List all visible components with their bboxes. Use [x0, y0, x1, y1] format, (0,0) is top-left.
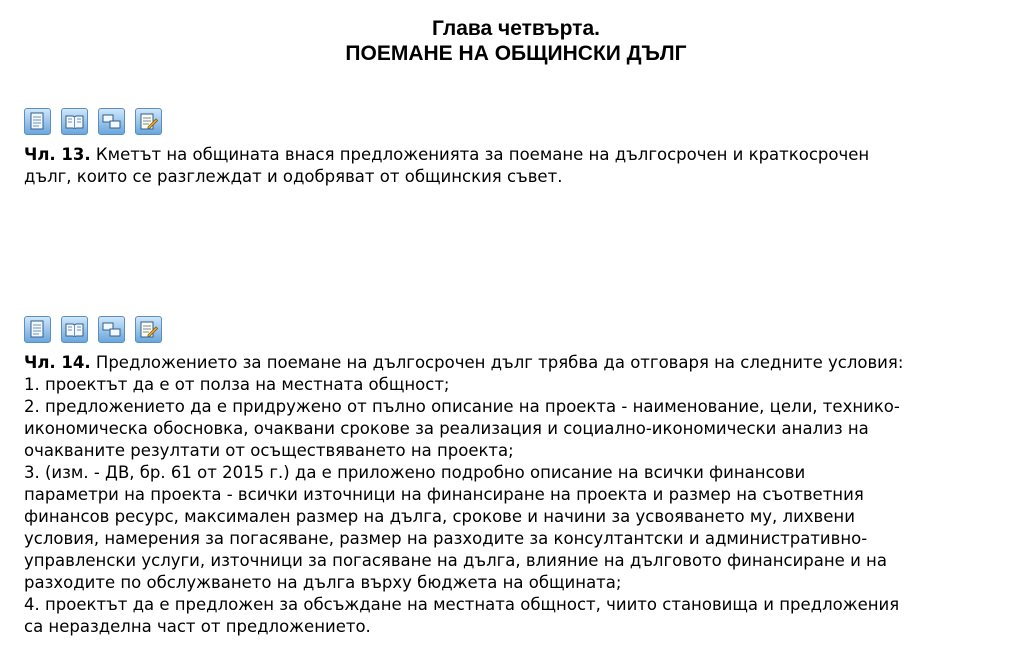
document-icon[interactable]: [24, 108, 51, 135]
article-14-line: финансов ресурс, максимален размер на дълга, срокове и начини за усвояването му, лихвени: [24, 507, 855, 526]
article-14-line: параметри на проекта - всички източници на финансиране на проекта и размер на съответния: [24, 485, 864, 504]
book-icon[interactable]: [61, 108, 88, 135]
book-icon[interactable]: [61, 316, 88, 343]
article-toolbar: [24, 108, 1014, 136]
article-14-line: са неразделна част от предложението.: [24, 617, 371, 636]
chapter-title: Глава четвърта.: [432, 17, 600, 40]
links-icon[interactable]: [98, 316, 125, 343]
document-icon[interactable]: [24, 316, 51, 343]
article-14-line: очакваните резултати от осъществяването на проекта;: [24, 441, 514, 460]
article-14-line: 4. проектът да е предложен за обсъждане на местната общност, чиито становища и предложения: [24, 595, 900, 614]
article-13-line: дълг, които се разглеждат и одобряват от общинския съвет.: [24, 167, 563, 186]
article-13-number: Чл. 13.: [24, 145, 91, 164]
chapter-header: [0, 16, 1032, 66]
article-14: [24, 316, 1014, 638]
chapter-subtitle: ПОЕМАНЕ НА ОБЩИНСКИ ДЪЛГ: [345, 42, 687, 65]
article-toolbar: [24, 316, 1014, 344]
article-14-line: управленски услуги, източници за погасяване на дълга, влияние на дълговото финансиране и на: [24, 551, 887, 570]
article-14-text: [24, 352, 1014, 638]
article-14-line: 2. предложението да е придружено от пълно описание на проекта - наименование, цели, технико-: [24, 397, 900, 416]
article-14-line: 1. проектът да е от полза на местната общност;: [24, 375, 450, 394]
article-14-line: условия, намерения за погасяване, размер на разходите за консултантски и административно-: [24, 529, 868, 548]
links-icon[interactable]: [98, 108, 125, 135]
edit-note-icon[interactable]: [135, 108, 162, 135]
article-13-line: Кметът на общината внася предложенията за поемане на дългосрочен и краткосрочен: [95, 145, 870, 164]
article-14-line: разходите по обслужването на дълга върху бюджета на общината;: [24, 573, 622, 592]
article-14-line: икономическа обосновка, очаквани срокове за реализация и социално-икономически анализ на: [24, 419, 869, 438]
edit-note-icon[interactable]: [135, 316, 162, 343]
article-14-line: 3. (изм. - ДВ, бр. 61 от 2015 г.) да е приложено подробно описание на всички финансови: [24, 463, 806, 482]
article-13-text: [24, 144, 1014, 188]
article-13: [24, 108, 1014, 188]
article-14-line: Предложението за поемане на дългосрочен дълг трябва да отговаря на следните условия:: [95, 353, 904, 372]
article-14-number: Чл. 14.: [24, 353, 91, 372]
